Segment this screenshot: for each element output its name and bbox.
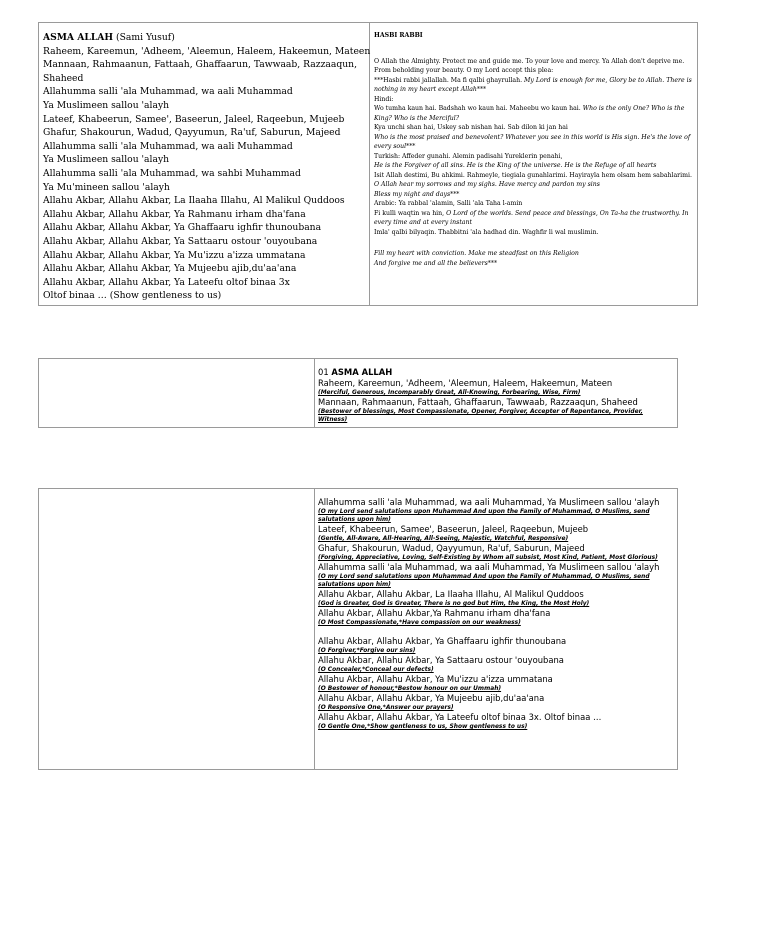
transliteration-line: Allahumma salli 'ala Muhammad, wa aali Muhammad, Ya Muslimeen sallou 'alayh: [318, 562, 660, 572]
translation-block-3: [374, 249, 693, 268]
names-rows: [318, 378, 674, 424]
lyric-line: Oltof binaa … (Show gentleness to us): [43, 290, 222, 302]
translation-text: Imla' qalbi bilyaqin. Thabbitni 'ala hadhad din. Waghfir li wal muslimin.: [374, 228, 599, 236]
lyric-line: Ghafur, Shakourun, Wadud, Qayyumun, Ra'uf, Saburun, Majeed: [43, 127, 341, 139]
lyric-line: Mannaan, Rahmaanun, Fattaah, Ghaffaarun, Tawwaab, Razzaaqun,: [43, 59, 357, 71]
lyric-line: Allahu Akbar, Allahu Akbar, Ya Mujeebu ajib,du'aa'ana: [43, 263, 297, 275]
lyric-line: Raheem, Kareemun, 'Adheem, 'Aleemun, Haleem, Hakeemun, Mateen: [43, 45, 371, 57]
empty-cell: [39, 489, 315, 770]
translation-line: [374, 152, 693, 162]
meaning-line: (Bestower of blessings, Most Compassionate, Opener, Forgiver, Accepter of Repentance, Provider, Witness): [318, 409, 643, 423]
names-table-1: [38, 358, 678, 428]
translation-line: [374, 57, 693, 76]
translation-heading: HASBI RABBI: [374, 32, 423, 39]
meaning-line: (God is Greater, God is Greater, There is no god but Him, the King, the Most Holy): [318, 601, 590, 607]
transliteration-line: Ghafur, Shakourun, Wadud, Qayyumun, Ra'uf, Saburun, Majeed: [318, 543, 585, 553]
meaning-line: (O Forgiver,*Forgive our sins): [318, 648, 416, 654]
translation-line: [374, 259, 693, 269]
song-title: ASMA ALLAH: [43, 32, 114, 43]
transliteration-line: Allahu Akbar, Allahu Akbar,Ya Rahmanu irham dha'fana: [318, 608, 551, 618]
verses-rows: [318, 497, 674, 731]
empty-cell: [39, 359, 315, 428]
names-table-2: [38, 488, 678, 770]
lyrics-cell: [39, 23, 370, 306]
lyric-line: Allahu Akbar, Allahu Akbar, Ya Mu'izzu a'izza ummatana: [43, 249, 306, 261]
translation-text: Turkish: Affeder gunahi. Alemin padisahi Yureklerin penahi,: [374, 152, 563, 160]
translation-text: ***Hasbi rabbi jallallah. Ma fi qalbi ghayrullah.: [374, 76, 525, 84]
verses-cell: [315, 489, 678, 770]
spacer: [318, 627, 674, 636]
lyric-line: Ya Muslimeen sallou 'alayh: [43, 99, 170, 111]
translation-line: [374, 190, 693, 200]
lyric-line: Shaheed: [43, 72, 84, 84]
section-number: 01: [318, 367, 329, 377]
lyric-line: Lateef, Khabeerun, Samee', Baseerun, Jaleel, Raqeebun, Mujeeb: [43, 113, 345, 125]
translation-line: [374, 76, 693, 95]
transliteration-line: Allahu Akbar, Allahu Akbar, Ya Ghaffaaru ighfir thunoubana: [318, 636, 567, 646]
translation-line: [374, 180, 693, 190]
meaning-line: (O my Lord send salutations upon Muhammad And upon the Family of Muhammad, O Muslims, send salutations upon him): [318, 574, 650, 588]
meaning-line: (Gentle, All-Aware, All-Hearing, All-Seeing, Majestic, Watchful, Responsive): [318, 536, 569, 542]
translation-line: [374, 171, 693, 181]
meaning-line: (O Gentle One,*Show gentleness to us, Show gentleness to us): [318, 724, 528, 730]
translation-text: Hindi:: [374, 95, 394, 103]
meaning-line: (Merciful, Generous, Incomparably Great, All-Knowing, Forbearing, Wise, Firm): [318, 390, 581, 396]
translation-text: Who is the most praised and benevolent? Whatever you see in this world is His sign. He's the love of every soul***: [374, 133, 691, 150]
transliteration-line: Allahu Akbar, Allahu Akbar, La Ilaaha Illahu, Al Malikul Quddoos: [318, 589, 584, 599]
lyric-line: Allahu Akbar, Allahu Akbar, La Ilaaha Illahu, Al Malikul Quddoos: [43, 195, 345, 207]
song-artist: (Sami Yusuf): [116, 32, 175, 43]
translation-line: [374, 249, 693, 259]
transliteration-line: Mannaan, Rahmaanun, Fattaah, Ghaffaarun, Tawwaab, Razzaaqun, Shaheed: [318, 397, 638, 407]
transliteration-line: Lateef, Khabeerun, Samee', Baseerun, Jaleel, Raqeebun, Mujeeb: [318, 524, 589, 534]
translation-text: He is the Forgiver of all sins. He is the King of the universe. He is the Refuge of all hearts: [374, 162, 657, 169]
translation-text: Bless my night and days***: [374, 190, 460, 198]
lyrics-table: [38, 22, 698, 306]
section-title: [318, 367, 674, 378]
lyric-line: Allahumma salli 'ala Muhammad, wa sahbi Muhammad: [43, 167, 301, 179]
meaning-line: (O my Lord send salutations upon Muhammad And upon the Family of Muhammad, O Muslims, send salutations upon him): [318, 509, 650, 523]
meaning-line: (O Responsive One,*Answer our prayers): [318, 705, 454, 711]
transliteration-line: Allahu Akbar, Allahu Akbar, Ya Lateefu oltof binaa 3x. Oltof binaa …: [318, 712, 602, 722]
lyric-line: Allahumma salli 'ala Muhammad, wa aali Muhammad: [43, 140, 293, 152]
lyric-line: Allahu Akbar, Allahu Akbar, Ya Lateefu oltof binaa 3x: [43, 276, 290, 288]
translation-text: Arabic: Ya rabbal 'alamin, Salli 'ala Taha l-amin: [374, 200, 523, 207]
transliteration-line: Allahu Akbar, Allahu Akbar, Ya Mujeebu ajib,du'aa'ana: [318, 693, 545, 703]
translation-line: [374, 104, 693, 123]
translation-block-1: [374, 57, 693, 95]
names-cell: [315, 359, 678, 428]
translation-line: [374, 161, 693, 171]
translation-text: Fill my heart with conviction. Make me steadfast on this Religion: [374, 250, 579, 257]
lyrics-lines: [43, 45, 371, 303]
song-title-line: [43, 31, 365, 45]
transliteration-line: Raheem, Kareemun, 'Adheem, 'Aleemun, Haleem, Hakeemun, Mateen: [318, 378, 613, 388]
translation-text: Fi kulli waqtin wa hin,: [374, 209, 447, 217]
translation-text: And forgive me and all the believers***: [374, 259, 498, 267]
translation-line: [374, 209, 693, 228]
lyric-line: Ya Mu'mineen sallou 'alayh: [43, 181, 170, 193]
lyric-line: Allahu Akbar, Allahu Akbar, Ya Sattaaru ostour 'ouyoubana: [43, 235, 318, 247]
lyric-line: Allahu Akbar, Allahu Akbar, Ya Rahmanu irham dha'fana: [43, 208, 306, 220]
translation-text: Wo tumha kaun hai. Badshah wo kaun hai. Maheebu wo kaun hai.: [374, 105, 583, 112]
lyric-line: Allahu Akbar, Allahu Akbar, Ya Ghaffaaru ighfir thunoubana: [43, 222, 322, 234]
meaning-line: (O Most Compassionate,*Have compassion on our weakness): [318, 620, 521, 626]
translation-text: O Allah hear my sorrows and my sighs. Have mercy and pardon my sins: [374, 181, 600, 188]
translation-meaning: Who is the only One? Who is the King? Who is the Merciful?: [374, 105, 685, 122]
translation-text: Kya unchi shan hai, Uskey sab nishan hai. Sab dilon ki jan hai: [374, 124, 568, 131]
meaning-line: (O Bestower of honour,*Bestow honour on our Ummah): [318, 686, 502, 692]
translation-line: [374, 133, 693, 152]
meaning-line: (O Concealer,*Conceal our defects): [318, 667, 434, 673]
translation-cell: [370, 23, 698, 306]
transliteration-line: Allahumma salli 'ala Muhammad, wa aali Muhammad, Ya Muslimeen sallou 'alayh: [318, 497, 660, 507]
translation-text: Isit Allah destimi, Bu ahkimi. Rahmeyle, tiegiala gunahlarimi. Hayirayla hem olsam hem sabahlarimi.: [374, 171, 692, 179]
translation-block-2: [374, 95, 693, 238]
section-name: ASMA ALLAH: [331, 367, 393, 377]
translation-meaning: My Lord is enough for me, Glory be to Allah. There is nothing in my heart except Allah***: [374, 76, 692, 93]
translation-line: [374, 228, 693, 238]
translation-line: [374, 95, 693, 105]
translation-text: O Allah the Almighty. Protect me and guide me. To your love and mercy. Ya Allah don't deprive me. From beholding your beauty. O my Lord accept this plea:: [374, 57, 685, 74]
transliteration-line: Allahu Akbar, Allahu Akbar, Ya Sattaaru ostour 'ouyoubana: [318, 655, 564, 665]
transliteration-line: Allahu Akbar, Allahu Akbar, Ya Mu'izzu a'izza ummatana: [318, 674, 553, 684]
translation-line: [374, 199, 693, 209]
lyric-line: Allahumma salli 'ala Muhammad, wa aali Muhammad: [43, 86, 293, 98]
lyric-line: Ya Muslimeen sallou 'alayh: [43, 154, 170, 166]
translation-line: [374, 123, 693, 133]
translation-meaning: O Lord of the worlds. Send peace and blessings, On Ta-ha the trustworthy. In every time and at every instant: [374, 209, 689, 226]
meaning-line: (Forgiving, Appreciative, Loving, Self-Existing by Whom all subsist, Most Kind, Patient, Most Glorious): [318, 555, 658, 561]
